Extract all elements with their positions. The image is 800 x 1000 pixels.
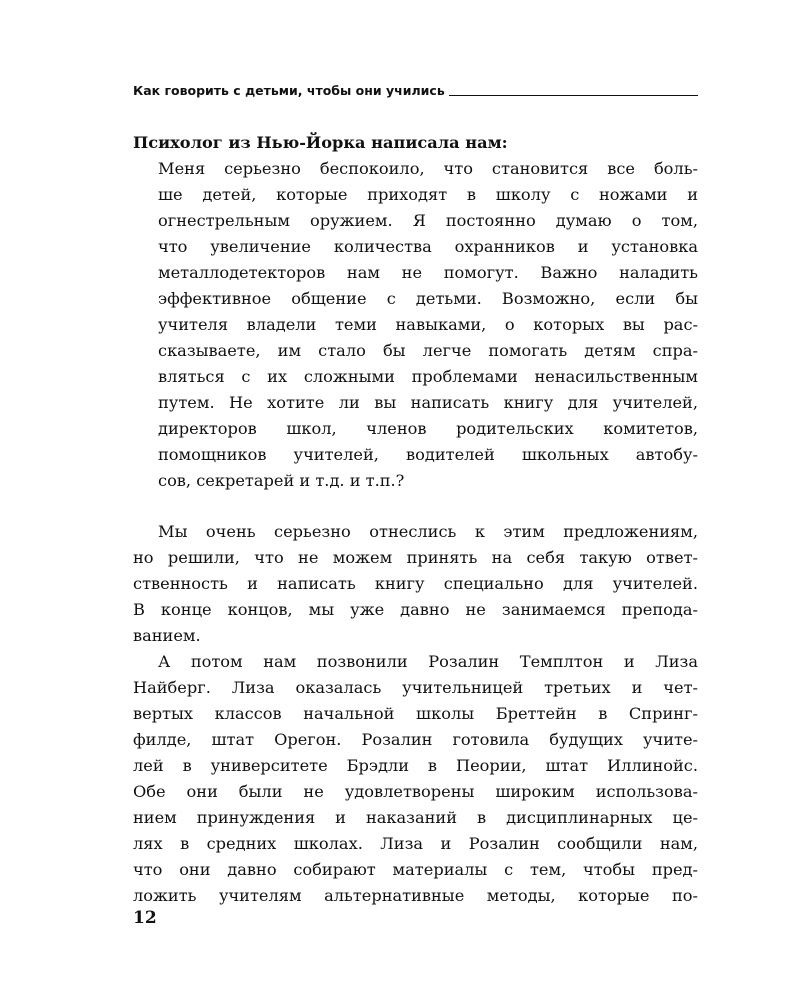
letter-line: помощников учителей, водителей школьных автобу- xyxy=(158,445,698,464)
letter-line: вляться с их сложными проблемами ненасильственным xyxy=(158,367,698,386)
letter-line: путем. Не хотите ли вы написать книгу для учителей, xyxy=(158,393,698,412)
section-heading: Психолог из Нью-Йорка написала нам: xyxy=(133,133,508,152)
paragraph-line: ванием. xyxy=(133,626,201,645)
letter-line: сказываете, им стало бы легче помогать детям спра- xyxy=(158,341,698,360)
paragraph-line: Мы очень серьезно отнеслись к этим предложениям, xyxy=(158,522,698,541)
paragraph-line: филде, штат Орегон. Розалин готовила будущих учите- xyxy=(133,730,698,749)
paragraph-line: нием принуждения и наказаний в дисциплинарных це- xyxy=(133,808,698,827)
paragraph-line: ственность и написать книгу специально для учителей. xyxy=(133,574,698,593)
paragraph-line: но решили, что не можем принять на себя такую ответ- xyxy=(133,548,698,567)
paragraph-line: лей в университете Брэдли в Пеории, штат Иллинойс. xyxy=(133,756,698,775)
running-head xyxy=(133,80,698,98)
paragraph-line: что они давно собирают материалы с тем, чтобы пред- xyxy=(133,860,698,879)
letter-line: огнестрельным оружием. Я постоянно думаю о том, xyxy=(158,211,698,230)
paragraph-line: А потом нам позвонили Розалин Темплтон и Лиза xyxy=(158,652,698,671)
paragraph-line: В конце концов, мы уже давно не занимаемся препода- xyxy=(133,600,698,619)
letter-line: Меня серьезно беспокоило, что становится все боль- xyxy=(158,159,698,178)
paragraph-line: Обе они были не удовлетворены широким использова- xyxy=(133,782,698,801)
paragraph-line: лях в средних школах. Лиза и Розалин сообщили нам, xyxy=(133,834,698,853)
running-head-title: Как говорить с детьми, чтобы они учились xyxy=(133,83,445,98)
letter-line: учителя владели теми навыками, о которых вы рас- xyxy=(158,315,698,334)
letter-line: директоров школ, членов родительских комитетов, xyxy=(158,419,698,438)
paragraph-line: ложить учителям альтернативные методы, которые по- xyxy=(133,886,698,905)
letter-line: металлодетекторов нам не помогут. Важно наладить xyxy=(158,263,698,282)
letter-line: сов, секретарей и т.д. и т.п.? xyxy=(158,471,405,490)
paragraph-line: Найберг. Лиза оказалась учительницей третьих и чет- xyxy=(133,678,698,697)
paragraph-line: вертых классов начальной школы Бреттейн в Спринг- xyxy=(133,704,698,723)
letter-line: ше детей, которые приходят в школу с ножами и xyxy=(158,185,698,204)
running-head-rule xyxy=(449,95,698,96)
letter-line: что увеличение количества охранников и установка xyxy=(158,237,698,256)
page-number: 12 xyxy=(133,908,157,928)
letter-line: эффективное общение с детьми. Возможно, если бы xyxy=(158,289,698,308)
